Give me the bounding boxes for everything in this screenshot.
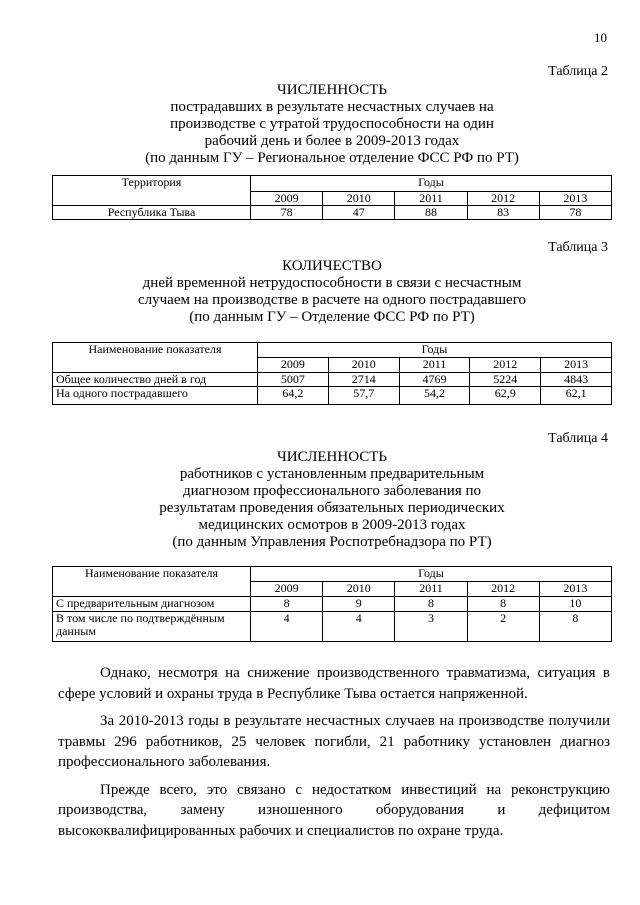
table4-cell: 10 bbox=[539, 597, 611, 612]
table2-title-line: производстве с утратой трудоспособности на один bbox=[170, 116, 494, 132]
table2-title-line: (по данным ГУ – Региональное отделение ФСС РФ по РТ) bbox=[145, 150, 519, 166]
table2-year: 2013 bbox=[539, 192, 611, 206]
table4-cell: 4 bbox=[251, 612, 323, 642]
page-number: 10 bbox=[594, 30, 607, 45]
table-row bbox=[53, 206, 612, 220]
table3-cell: 64,2 bbox=[258, 387, 329, 405]
table4-title-line: диагнозом профессионального заболевания по bbox=[182, 483, 482, 499]
table2-cell: 78 bbox=[251, 206, 323, 220]
table4-cell: 2 bbox=[467, 612, 539, 642]
table4-header-years: Годы bbox=[251, 567, 612, 582]
table3-row-label: На одного пострадавшего bbox=[53, 387, 258, 405]
table2-cell: 88 bbox=[395, 206, 467, 220]
table2-cell: 78 bbox=[539, 206, 611, 220]
table3-cell: 5224 bbox=[470, 373, 541, 387]
table2-title-line: пострадавших в результате несчастных случаев на bbox=[170, 99, 494, 115]
table4-year: 2013 bbox=[539, 582, 611, 597]
table4-header-indicator: Наименование показателя bbox=[53, 567, 251, 597]
table4-year: 2010 bbox=[323, 582, 395, 597]
table2-cell: 83 bbox=[467, 206, 539, 220]
body-paragraph: Прежде всего, это связано с недостатком инвестиций на реконструкцию производства, замену изношенного оборудования и дефицитом высококвалифицированных рабочих и специалистов по охране труда. bbox=[58, 781, 610, 839]
table2-year: 2011 bbox=[395, 192, 467, 206]
table3-cell: 4843 bbox=[541, 373, 612, 387]
table4-cell: 4 bbox=[323, 612, 395, 642]
table3-year: 2013 bbox=[541, 358, 612, 373]
table3-cell: 62,1 bbox=[541, 387, 612, 405]
table4-cell: 3 bbox=[395, 612, 467, 642]
table4-cell: 8 bbox=[467, 597, 539, 612]
table4-title-line: медицинских осмотров в 2009-2013 годах bbox=[198, 517, 466, 533]
table3-cell: 57,7 bbox=[328, 387, 399, 405]
table3-cell: 2714 bbox=[328, 373, 399, 387]
body-paragraph: Однако, несмотря на снижение производственного травматизма, ситуация в сфере условий и охраны труда в Республике Тыва остается напряженной. bbox=[58, 665, 610, 702]
table2-header-years: Годы bbox=[251, 176, 612, 192]
table2-label: Таблица 2 bbox=[548, 64, 608, 79]
table4-year: 2012 bbox=[467, 582, 539, 597]
table4-title-line: (по данным Управления Роспотребнадзора по РТ) bbox=[172, 534, 492, 550]
table2 bbox=[52, 175, 612, 220]
table3-title-line: дней временной нетрудоспособности в связи с несчастным bbox=[142, 275, 522, 291]
table4-cell: 9 bbox=[323, 597, 395, 612]
table2-title bbox=[52, 82, 612, 167]
table4-title-line: результатам проведения обязательных периодических bbox=[159, 500, 505, 516]
table3-year: 2010 bbox=[328, 358, 399, 373]
table3-title-line: (по данным ГУ – Отделение ФСС РФ по РТ) bbox=[189, 309, 475, 325]
table2-cell: 47 bbox=[323, 206, 395, 220]
table2-header-territory: Территория bbox=[53, 176, 251, 206]
table4-cell: 8 bbox=[251, 597, 323, 612]
table3-row-label: Общее количество дней в год bbox=[53, 373, 258, 387]
table3-header-indicator: Наименование показателя bbox=[53, 343, 258, 373]
table4-title-line: ЧИСЛЕННОСТЬ bbox=[276, 449, 387, 465]
table3-title-line: КОЛИЧЕСТВО bbox=[282, 258, 382, 274]
table4-label: Таблица 4 bbox=[548, 431, 608, 446]
table4 bbox=[52, 566, 612, 642]
table3-year: 2009 bbox=[258, 358, 329, 373]
table2-year: 2012 bbox=[467, 192, 539, 206]
table-row bbox=[53, 612, 612, 642]
table4-row-label: В том числе по подтверждённым данным bbox=[53, 612, 251, 642]
table2-year: 2010 bbox=[323, 192, 395, 206]
table4-year: 2011 bbox=[395, 582, 467, 597]
table3-cell: 54,2 bbox=[399, 387, 470, 405]
table4-title bbox=[52, 449, 612, 551]
table4-row-label: С предварительным диагнозом bbox=[53, 597, 251, 612]
table3-label: Таблица 3 bbox=[548, 240, 608, 255]
body-text bbox=[58, 663, 610, 841]
table-row bbox=[53, 597, 612, 612]
table2-row-label: Республика Тыва bbox=[53, 206, 251, 220]
table3-year: 2011 bbox=[399, 358, 470, 373]
table2-title-line: ЧИСЛЕННОСТЬ bbox=[276, 82, 387, 98]
table3-cell: 5007 bbox=[258, 373, 329, 387]
table4-cell: 8 bbox=[395, 597, 467, 612]
table4-cell: 8 bbox=[539, 612, 611, 642]
table3-cell: 62,9 bbox=[470, 387, 541, 405]
table3 bbox=[52, 342, 612, 405]
table4-year: 2009 bbox=[251, 582, 323, 597]
table-row bbox=[53, 387, 612, 405]
table2-year: 2009 bbox=[251, 192, 323, 206]
table3-cell: 4769 bbox=[399, 373, 470, 387]
table-row bbox=[53, 373, 612, 387]
table3-title bbox=[52, 258, 612, 326]
table4-title-line: работников с установленным предварительным bbox=[179, 466, 485, 482]
body-paragraph: За 2010-2013 годы в результате несчастных случаев на производстве получили травмы 296 работников, 25 человек погибли, 21 работнику установлен диагноз профессионального заболевания. bbox=[58, 713, 610, 770]
table3-header-years: Годы bbox=[258, 343, 612, 358]
table3-title-line: случаем на производстве в расчете на одного пострадавшего bbox=[138, 292, 526, 308]
table3-year: 2012 bbox=[470, 358, 541, 373]
table2-title-line: рабочий день и более в 2009-2013 годах bbox=[204, 133, 460, 149]
